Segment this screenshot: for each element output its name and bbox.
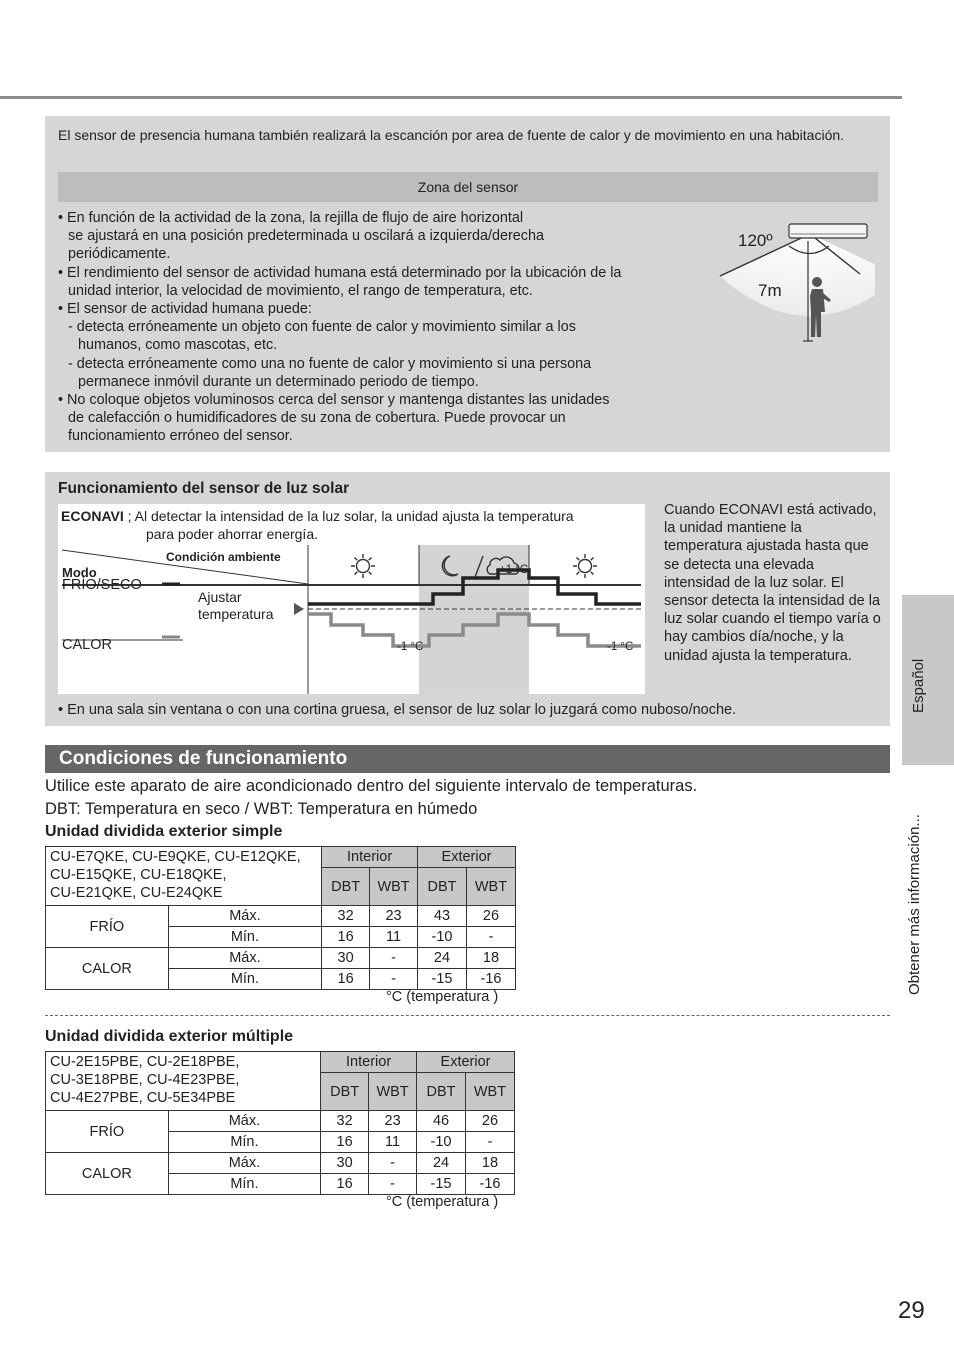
table-row: FRÍO Máx. 32 23 43 26 <box>46 906 516 927</box>
conditions-header <box>45 745 890 773</box>
distance-label: 7m <box>758 281 782 300</box>
bullet-line: funcionamiento erróneo del sensor. <box>68 428 293 445</box>
econavi-panel <box>58 504 645 694</box>
econavi-side-text: Cuando ECONAVI está activado, la unidad mantiene la temperatura ajustada hasta que se detecta una elevada intensidad de la luz solar. El sensor detecta la intensidad de la luz solar cuando el tiempo varía o hay cambios día/noche, y la unidad ajusta la temperatura. <box>664 502 881 664</box>
adjust-label-1: Ajustar <box>198 589 242 605</box>
table-row: Mín. 16 11 -10 - <box>46 927 516 948</box>
bullet-line: humanos, como mascotas, etc. <box>78 337 278 354</box>
bullet-line: - detecta erróneamente como una no fuente de calor y movimiento si una persona <box>68 355 592 372</box>
mode-header: Modo <box>62 565 97 580</box>
adjust-label-2: temperatura <box>198 606 274 622</box>
sensor-intro: El sensor de presencia humana también realizará la escanción por area de fuente de calor y de movimiento en una habitación. <box>58 127 845 143</box>
sensor-bullets <box>58 209 698 446</box>
mode-cell: CALOR <box>46 1153 169 1195</box>
table-heading: Unidad dividida exterior múltiple <box>45 1028 294 1045</box>
section-divider <box>45 1015 890 1016</box>
mode-heat-label: CALOR <box>62 637 112 653</box>
bullet-line: • No coloque objetos voluminosos cerca del sensor y mantenga distantes las unidades <box>58 392 610 409</box>
minus-one-label: -1 °C <box>397 641 424 653</box>
sensor-zone-title: Zona del sensor <box>58 172 878 202</box>
solar-sensor-box <box>45 472 890 726</box>
model-list: CU-E7QKE, CU-E9QKE, CU-E12QKE, CU-E15QKE, CU-E18QKE, CU-E21QKE, CU-E24QKE <box>46 847 322 906</box>
solar-footnote: • En una sala sin ventana o con una cortina gruesa, el sensor de luz solar lo juzgará como nuboso/noche. <box>58 702 737 718</box>
bullet-line: unidad interior, la velocidad de movimiento, el rango de temperatura, etc. <box>68 282 533 299</box>
temperature-table <box>45 1051 515 1195</box>
mode-cell: FRÍO <box>46 906 169 948</box>
table-row: CALOR Máx. 30 - 24 18 <box>46 1153 515 1174</box>
mode-cell: FRÍO <box>46 1111 169 1153</box>
sensor-coverage-diagram <box>715 216 875 356</box>
indoor-unit-icon <box>789 224 867 238</box>
minus-one-label: -1 °C <box>607 641 634 653</box>
table-row: FRÍO Máx. 32 23 46 26 <box>46 1111 515 1132</box>
mode-cell: CALOR <box>46 948 169 990</box>
table-heading: Unidad dividida exterior simple <box>45 823 283 840</box>
bullet-line: • El sensor de actividad humana puede: <box>58 301 312 318</box>
bullet-line: permanece inmóvil durante un determinado periodo de tiempo. <box>78 373 479 390</box>
unit-note: °C (temperatura ) <box>386 1194 499 1210</box>
bullet-line: - detecta erróneamente un objeto con fuente de calor y movimiento similar a los <box>68 319 576 336</box>
interior-header: Interior <box>322 847 418 868</box>
bullet-line: periódicamente. <box>68 246 171 263</box>
more-info-label: Obtener más información... <box>906 814 923 995</box>
interior-header: Interior <box>321 1052 417 1073</box>
col-header: WBT <box>465 1073 514 1111</box>
exterior-header: Exterior <box>418 847 516 868</box>
adjust-arrow <box>294 603 304 615</box>
conditions-text-2: DBT: Temperatura en seco / WBT: Temperatura en húmedo <box>45 800 478 818</box>
table-row: CALOR Máx. 30 - 24 18 <box>46 948 516 969</box>
temperature-table <box>45 846 516 990</box>
language-tab[interactable] <box>902 595 954 765</box>
plus-one-label: +1 °C <box>499 564 529 576</box>
col-header: WBT <box>466 868 515 906</box>
solar-mode-chart <box>58 504 645 694</box>
col-header: WBT <box>369 1073 417 1111</box>
model-list: CU-2E15PBE, CU-2E18PBE, CU-3E18PBE, CU-4E23PBE, CU-4E27PBE, CU-5E34PBE <box>46 1052 321 1111</box>
mode-cool-label: FRÍO/SECO <box>62 577 142 593</box>
language-label: Español <box>910 658 927 713</box>
col-header: DBT <box>417 1073 466 1111</box>
conditions-title: Condiciones de funcionamiento <box>59 748 348 769</box>
col-header: DBT <box>418 868 467 906</box>
conditions-text-1: Utilice este aparato de aire acondicionado dentro del siguiente intervalo de temperaturas. <box>45 777 698 795</box>
table-row: Mín. 16 11 -10 - <box>46 1132 515 1153</box>
econavi-description: ECONAVI ; Al detectar la intensidad de la luz solar, la unidad ajusta la temperatura para poder ahorrar energía. <box>61 508 574 542</box>
condition-header: Condición ambiente <box>166 550 281 564</box>
table-row: Mín. 16 - -15 -16 <box>46 969 516 990</box>
top-rule <box>0 96 902 99</box>
angle-label: 120º <box>738 231 773 250</box>
page-number: 29 <box>898 1297 925 1324</box>
bullet-line: se ajustará en una posición predeterminada u oscilará a izquierda/derecha <box>68 228 544 245</box>
table-row: Mín. 16 - -15 -16 <box>46 1174 515 1195</box>
bullet-line: • El rendimiento del sensor de actividad humana está determinado por la ubicación de la <box>58 264 622 281</box>
econavi-label: ECONAVI <box>61 508 124 524</box>
bullet-line: de calefacción o humidificadores de su zona de cobertura. Puede provocar un <box>68 410 566 427</box>
sun-icon <box>351 554 375 578</box>
col-header: DBT <box>321 1073 369 1111</box>
sun-icon <box>573 554 597 578</box>
col-header: DBT <box>322 868 370 906</box>
solar-title: Funcionamiento del sensor de luz solar <box>58 480 350 497</box>
exterior-header: Exterior <box>417 1052 515 1073</box>
human-sensor-box <box>45 116 890 452</box>
bullet-line: • En función de la actividad de la zona, la rejilla de flujo de aire horizontal <box>58 210 524 226</box>
unit-note: °C (temperatura ) <box>386 989 499 1005</box>
col-header: WBT <box>370 868 418 906</box>
